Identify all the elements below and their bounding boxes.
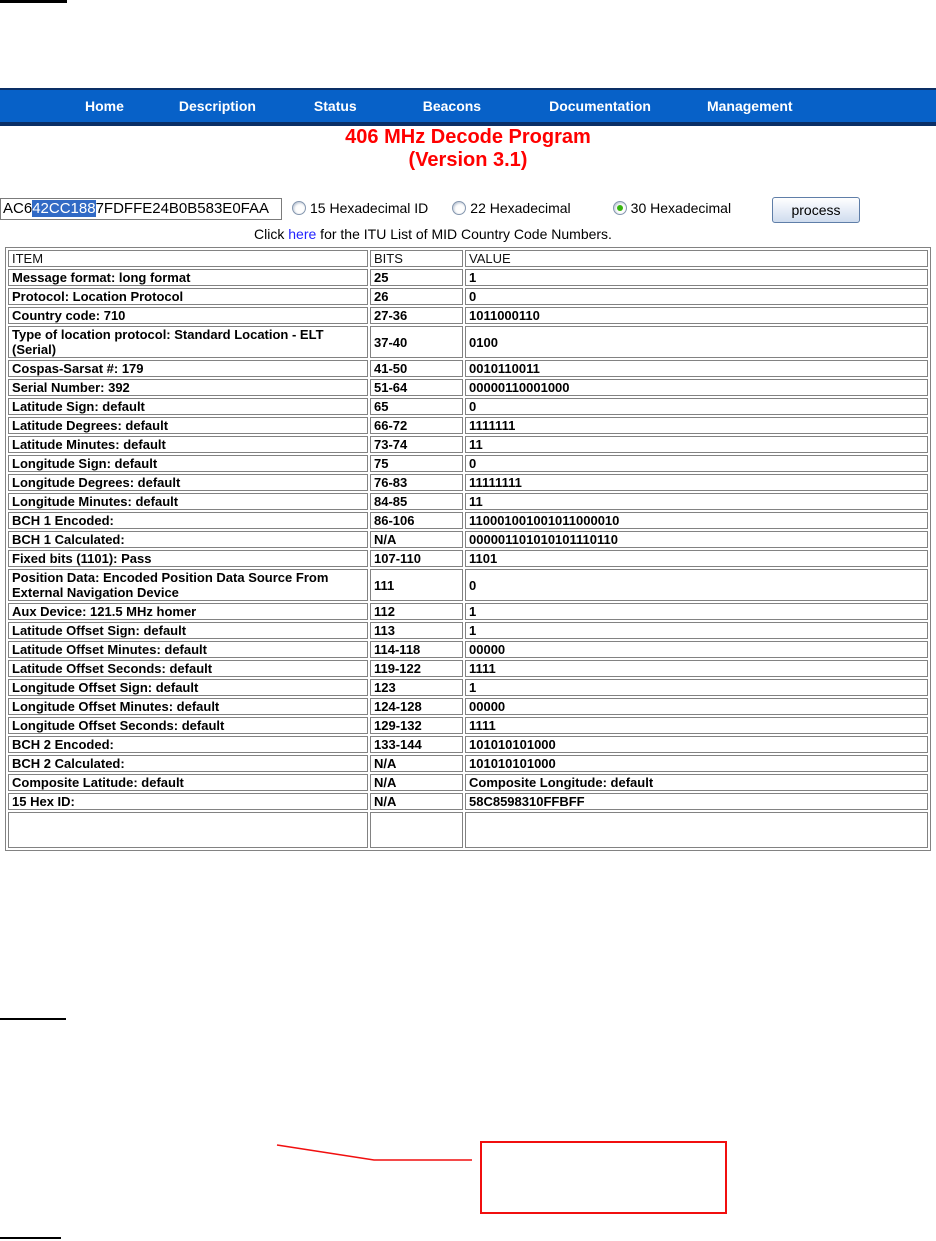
table-row: [8, 288, 928, 305]
nav-item-description[interactable]: Description: [178, 98, 256, 114]
column-header-value: VALUE: [465, 250, 928, 267]
bits-cell: 107-110: [370, 550, 463, 567]
item-cell: Longitude Offset Sign: default: [8, 679, 368, 696]
table-row: [8, 793, 928, 810]
table-row: [8, 812, 928, 848]
table-row: [8, 379, 928, 396]
value-cell: 1111: [465, 717, 928, 734]
table-row: [8, 622, 928, 639]
bits-cell: N/A: [370, 774, 463, 791]
item-cell: Latitude Minutes: default: [8, 436, 368, 453]
table-row: [8, 398, 928, 415]
value-cell: 11111111: [465, 474, 928, 491]
table-row: [8, 455, 928, 472]
itu-list-link[interactable]: here: [288, 226, 317, 242]
bits-cell: 119-122: [370, 660, 463, 677]
hex-id-input[interactable]: [0, 198, 282, 220]
value-cell: 1: [465, 603, 928, 620]
nav-item-status[interactable]: Status: [313, 98, 357, 114]
bits-cell: 73-74: [370, 436, 463, 453]
value-cell: 101010101000: [465, 736, 928, 753]
table-row: [8, 679, 928, 696]
page-title-line2: (Version 3.1): [408, 149, 528, 171]
table-row: [8, 641, 928, 658]
item-cell: Latitude Offset Minutes: default: [8, 641, 368, 658]
bits-cell: 51-64: [370, 379, 463, 396]
hex-input-text-selected: 42CC188: [32, 200, 96, 217]
value-cell: [465, 812, 928, 848]
table-row: [8, 660, 928, 677]
radio-group: [292, 199, 731, 217]
table-header-row: [8, 250, 928, 267]
bits-cell: 129-132: [370, 717, 463, 734]
table-row: [8, 603, 928, 620]
bits-cell: 133-144: [370, 736, 463, 753]
radio-unselected-icon[interactable]: [452, 201, 466, 215]
bits-cell: 75: [370, 455, 463, 472]
value-cell: 1: [465, 269, 928, 286]
bits-cell: 26: [370, 288, 463, 305]
value-cell: Composite Longitude: default: [465, 774, 928, 791]
value-cell: 00000: [465, 641, 928, 658]
bits-cell: 66-72: [370, 417, 463, 434]
value-cell: 1101: [465, 550, 928, 567]
item-cell: Protocol: Location Protocol: [8, 288, 368, 305]
table-row: [8, 717, 928, 734]
value-cell: 0: [465, 569, 928, 601]
radio-option-22-hexadecimal[interactable]: [452, 199, 570, 217]
bits-cell: 112: [370, 603, 463, 620]
page-title: [0, 126, 936, 172]
item-cell: BCH 1 Encoded:: [8, 512, 368, 529]
item-cell: Latitude Degrees: default: [8, 417, 368, 434]
hex-input-text-post: 7FDFFE24B0B583E0FAA: [95, 200, 270, 217]
item-cell: Latitude Sign: default: [8, 398, 368, 415]
item-cell: [8, 812, 368, 848]
radio-label: 22 Hexadecimal: [470, 200, 571, 216]
value-cell: 0100: [465, 326, 928, 358]
item-cell: Longitude Minutes: default: [8, 493, 368, 510]
bits-cell: 37-40: [370, 326, 463, 358]
value-cell: 58C8598310FFBFF: [465, 793, 928, 810]
table-row: [8, 474, 928, 491]
table-row: [8, 326, 928, 358]
item-cell: Longitude Offset Seconds: default: [8, 717, 368, 734]
radio-option-15-hexadecimal-id[interactable]: [292, 199, 428, 217]
bits-cell: 27-36: [370, 307, 463, 324]
annotation-callout-line: [0, 1100, 936, 1241]
item-cell: BCH 1 Calculated:: [8, 531, 368, 548]
value-cell: 0: [465, 288, 928, 305]
table-row: [8, 550, 928, 567]
value-cell: 1011000110: [465, 307, 928, 324]
value-cell: 1: [465, 679, 928, 696]
bits-cell: N/A: [370, 531, 463, 548]
radio-label: 30 Hexadecimal: [630, 200, 732, 216]
bits-cell: 124-128: [370, 698, 463, 715]
nav-item-home[interactable]: Home: [85, 98, 124, 114]
nav-item-beacons[interactable]: Beacons: [422, 98, 482, 114]
table-row: [8, 774, 928, 791]
item-cell: Message format: long format: [8, 269, 368, 286]
nav-item-management[interactable]: Management: [706, 98, 793, 114]
value-cell: 00000: [465, 698, 928, 715]
bits-cell: N/A: [370, 793, 463, 810]
table-row: [8, 307, 928, 324]
table-row: [8, 531, 928, 548]
page-rule-middle: [0, 1018, 66, 1020]
table-row: [8, 436, 928, 453]
item-cell: Fixed bits (1101): Pass: [8, 550, 368, 567]
item-cell: Latitude Offset Seconds: default: [8, 660, 368, 677]
value-cell: 11: [465, 436, 928, 453]
table-row: [8, 755, 928, 772]
itu-link-line: [0, 225, 901, 243]
table-row: [8, 698, 928, 715]
bits-cell: 114-118: [370, 641, 463, 658]
table-row: [8, 493, 928, 510]
table-row: [8, 736, 928, 753]
radio-selected-icon[interactable]: [613, 201, 627, 215]
item-cell: Composite Latitude: default: [8, 774, 368, 791]
annotation-box: [480, 1141, 727, 1214]
item-cell: Position Data: Encoded Position Data Source From External Navigation Device: [8, 569, 368, 601]
bits-cell: 41-50: [370, 360, 463, 377]
value-cell: 1111: [465, 660, 928, 677]
hex-input-text-pre: AC6: [3, 200, 33, 217]
item-cell: Aux Device: 121.5 MHz homer: [8, 603, 368, 620]
value-cell: 1111111: [465, 417, 928, 434]
radio-unselected-icon[interactable]: [292, 201, 306, 215]
nav-bar: [0, 88, 936, 126]
item-cell: Serial Number: 392: [8, 379, 368, 396]
table-row: [8, 512, 928, 529]
value-cell: 101010101000: [465, 755, 928, 772]
bits-cell: 25: [370, 269, 463, 286]
value-cell: 110001001001011000010: [465, 512, 928, 529]
table-row: [8, 417, 928, 434]
nav-item-documentation[interactable]: Documentation: [549, 98, 651, 114]
value-cell: 000001101010101110110: [465, 531, 928, 548]
item-cell: Latitude Offset Sign: default: [8, 622, 368, 639]
decode-table: [5, 247, 931, 851]
value-cell: 11: [465, 493, 928, 510]
link-line-suffix: for the ITU List of MID Country Code Numbers.: [316, 226, 612, 242]
table-row: [8, 360, 928, 377]
decode-form: [0, 196, 936, 226]
table-row: [8, 569, 928, 601]
item-cell: BCH 2 Calculated:: [8, 755, 368, 772]
page-rule-top: [0, 0, 67, 3]
radio-option-30-hexadecimal[interactable]: [613, 199, 731, 217]
item-cell: Longitude Offset Minutes: default: [8, 698, 368, 715]
link-line-prefix: Click: [254, 226, 289, 242]
bits-cell: 113: [370, 622, 463, 639]
column-header-item: ITEM: [8, 250, 368, 267]
item-cell: Longitude Degrees: default: [8, 474, 368, 491]
radio-label: 15 Hexadecimal ID: [310, 200, 429, 216]
bits-cell: 65: [370, 398, 463, 415]
decode-table-wrap: [5, 247, 931, 886]
value-cell: 0: [465, 398, 928, 415]
bits-cell: N/A: [370, 755, 463, 772]
bits-cell: 84-85: [370, 493, 463, 510]
value-cell: 0: [465, 455, 928, 472]
item-cell: Type of location protocol: Standard Location - ELT (Serial): [8, 326, 368, 358]
bits-cell: 86-106: [370, 512, 463, 529]
table-row: [8, 269, 928, 286]
bits-cell: 123: [370, 679, 463, 696]
value-cell: 0010110011: [465, 360, 928, 377]
column-header-bits: BITS: [370, 250, 463, 267]
item-cell: Country code: 710: [8, 307, 368, 324]
page-title-line1: 406 MHz Decode Program: [345, 126, 591, 148]
item-cell: 15 Hex ID:: [8, 793, 368, 810]
value-cell: 00000110001000: [465, 379, 928, 396]
value-cell: 1: [465, 622, 928, 639]
bits-cell: [370, 812, 463, 848]
item-cell: BCH 2 Encoded:: [8, 736, 368, 753]
bits-cell: 111: [370, 569, 463, 601]
process-button[interactable]: process: [772, 197, 860, 223]
item-cell: Longitude Sign: default: [8, 455, 368, 472]
bits-cell: 76-83: [370, 474, 463, 491]
item-cell: Cospas-Sarsat #: 179: [8, 360, 368, 377]
